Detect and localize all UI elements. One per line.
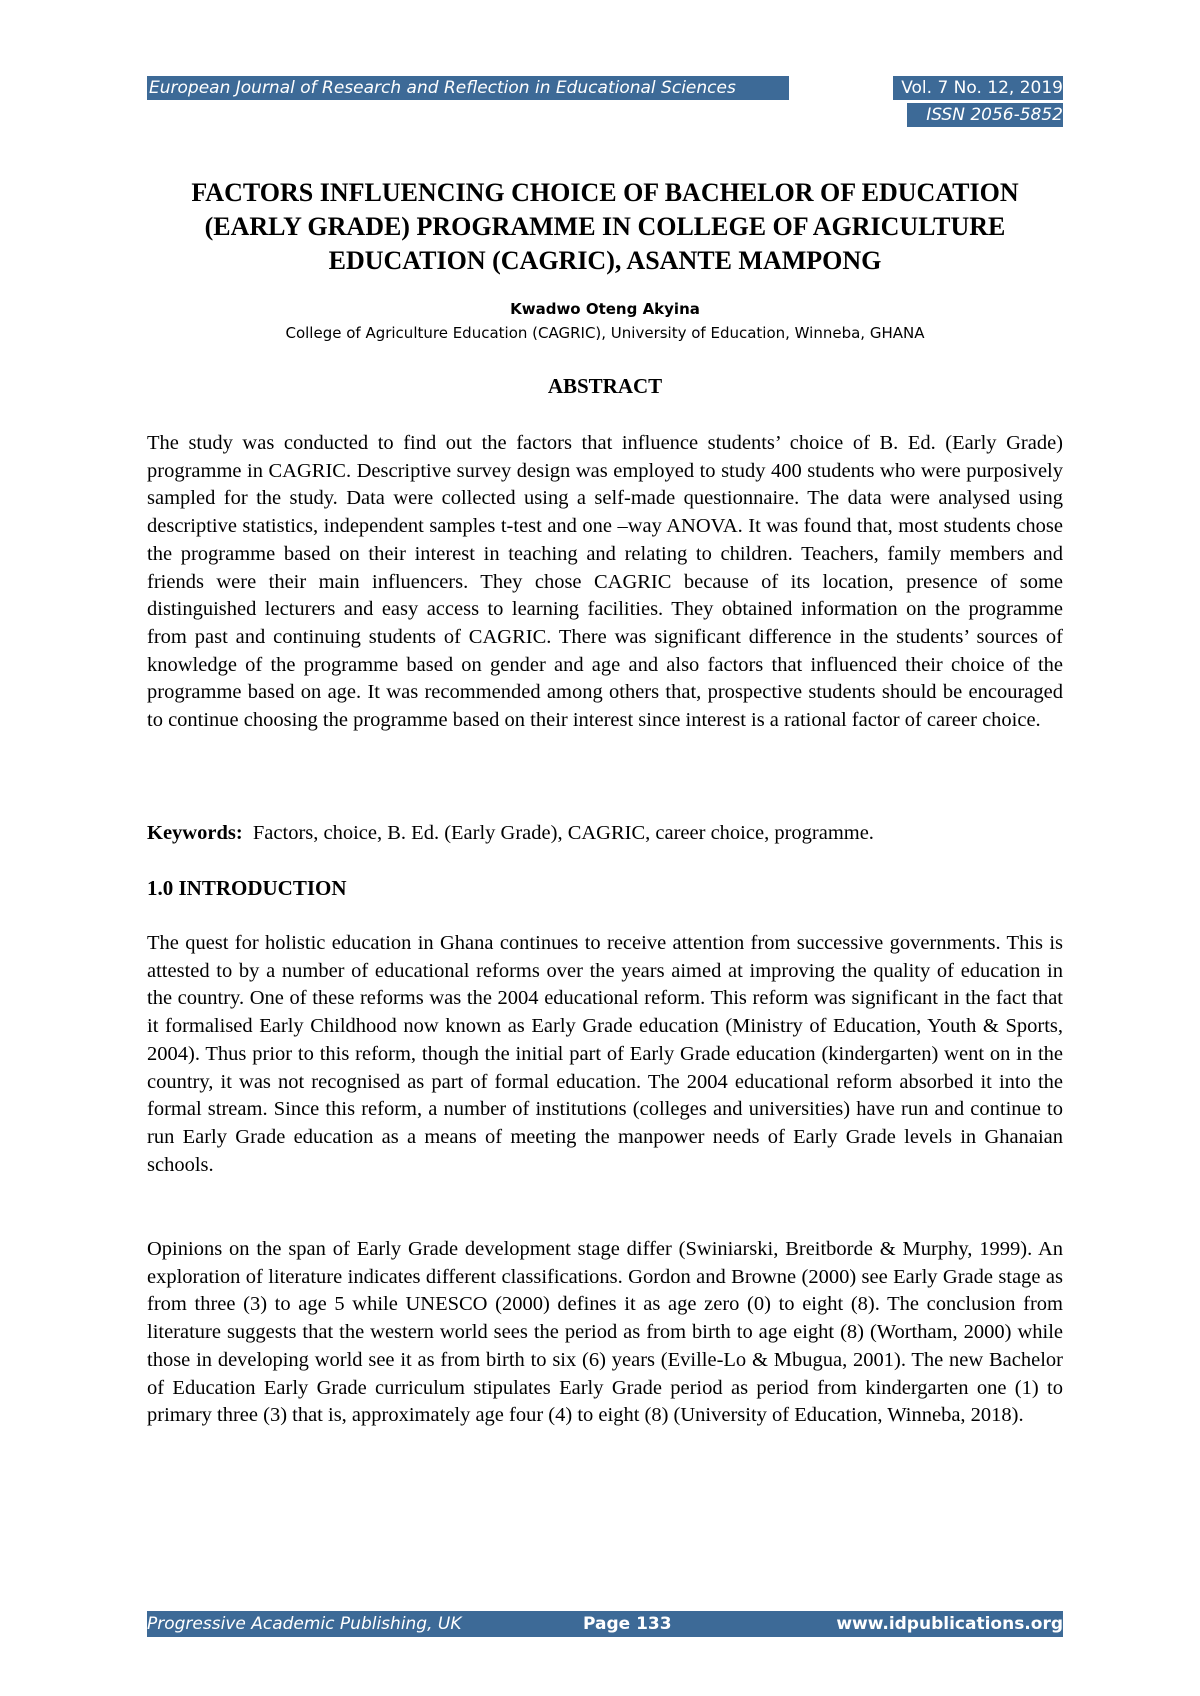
abstract-heading: ABSTRACT [547,374,663,398]
volume-info: Vol. 7 No. 12, 2019 [893,76,1063,100]
article-title: FACTORS INFLUENCING CHOICE OF BACHELOR OF EDUCATION (EARLY GRADE) PROGRAMME IN COLLEGE OF AGRICULTURE EDUCATION (CAGRIC), ASANTE MAMPONG [191,178,1019,275]
introduction-heading: 1.0 INTRODUCTION [147,876,347,900]
keywords-list: Factors, choice, B. Ed. (Early Grade), CAGRIC, career choice, programme. [252,822,874,844]
issn: ISSN 2056-5852 [907,103,1063,127]
introduction-paragraph-1: The quest for holistic education in Ghana continues to receive attention from successive governments. This is attested to by a number of educational reforms over the years aimed at improving the quality of education in the country. One of these reforms was the 2004 educational reform. This reform was significant in the fact that it formalised Early Childhood now known as Early Grade education (Ministry of Education, Youth & Sports, 2004). Thus prior to this reform, though the initial part of Early Grade education (kindergarten) went on in the country, it was not recognised as part of formal education. The 2004 educational reform absorbed it into the formal stream. Since this reform, a number of institutions (colleges and universities) have run and continue to run Early Grade education as a means of meeting the manpower needs of Early Grade levels in Ghanaian schools. [147,932,1063,1176]
author-name: Kwadwo Oteng Akyina [510,300,700,318]
page-number: Page 133 [583,1614,672,1634]
keywords-label: Keywords: [147,822,243,844]
author-affiliation: College of Agriculture Education (CAGRIC), University of Education, Winneba, GHANA [285,324,925,342]
website-link[interactable]: www.idpublications.org [823,1611,1063,1637]
publisher-name: Progressive Academic Publishing, UK [147,1611,527,1637]
abstract-text: The study was conducted to find out the factors that influence students’ choice of B. Ed. (Early Grade) programme in CAGRIC. Descriptive survey design was employed to study 400 students who were purposively sampled for the study. Data were collected using a self-made questionnaire. The data were analysed using descriptive statistics, independent samples t-test and one –way ANOVA. It was found that, most students chose the programme based on their interest in teaching and relating to children. Teachers, family members and friends were their main influencers. They chose CAGRIC because of its location, presence of some distinguished lecturers and easy access to learning facilities. They obtained information on the programme from past and continuing students of CAGRIC. There was significant difference in the students’ sources of knowledge of the programme based on gender and age and also factors that influenced their choice of the programme based on age. It was recommended among others that, prospective students should be encouraged to continue choosing the programme based on their interest since interest is a rational factor of career choice. [147,432,1063,732]
journal-name: European Journal of Research and Reflection in Educational Sciences [147,76,789,100]
keywords [147,820,1063,848]
page-number-bar [527,1611,823,1637]
introduction-paragraph-2: Opinions on the span of Early Grade development stage differ (Swiniarski, Breitborde & Murphy, 1999). An exploration of literature indicates different classifications. Gordon and Browne (2000) see Early Grade stage as from three (3) to age 5 while UNESCO (2000) defines it as age zero (0) to eight (8). The conclusion from literature suggests that the western world sees the period as from birth to age eight (8) (Wortham, 2000) while those in developing world see it as from birth to six (6) years (Eville-Lo & Mbugua, 2001). The new Bachelor of Education Early Grade curriculum stipulates Early Grade period as period from kindergarten one (1) to primary three (3) that is, approximately age four (4) to eight (8) (University of Education, Winneba, 2018). [147,1238,1063,1427]
